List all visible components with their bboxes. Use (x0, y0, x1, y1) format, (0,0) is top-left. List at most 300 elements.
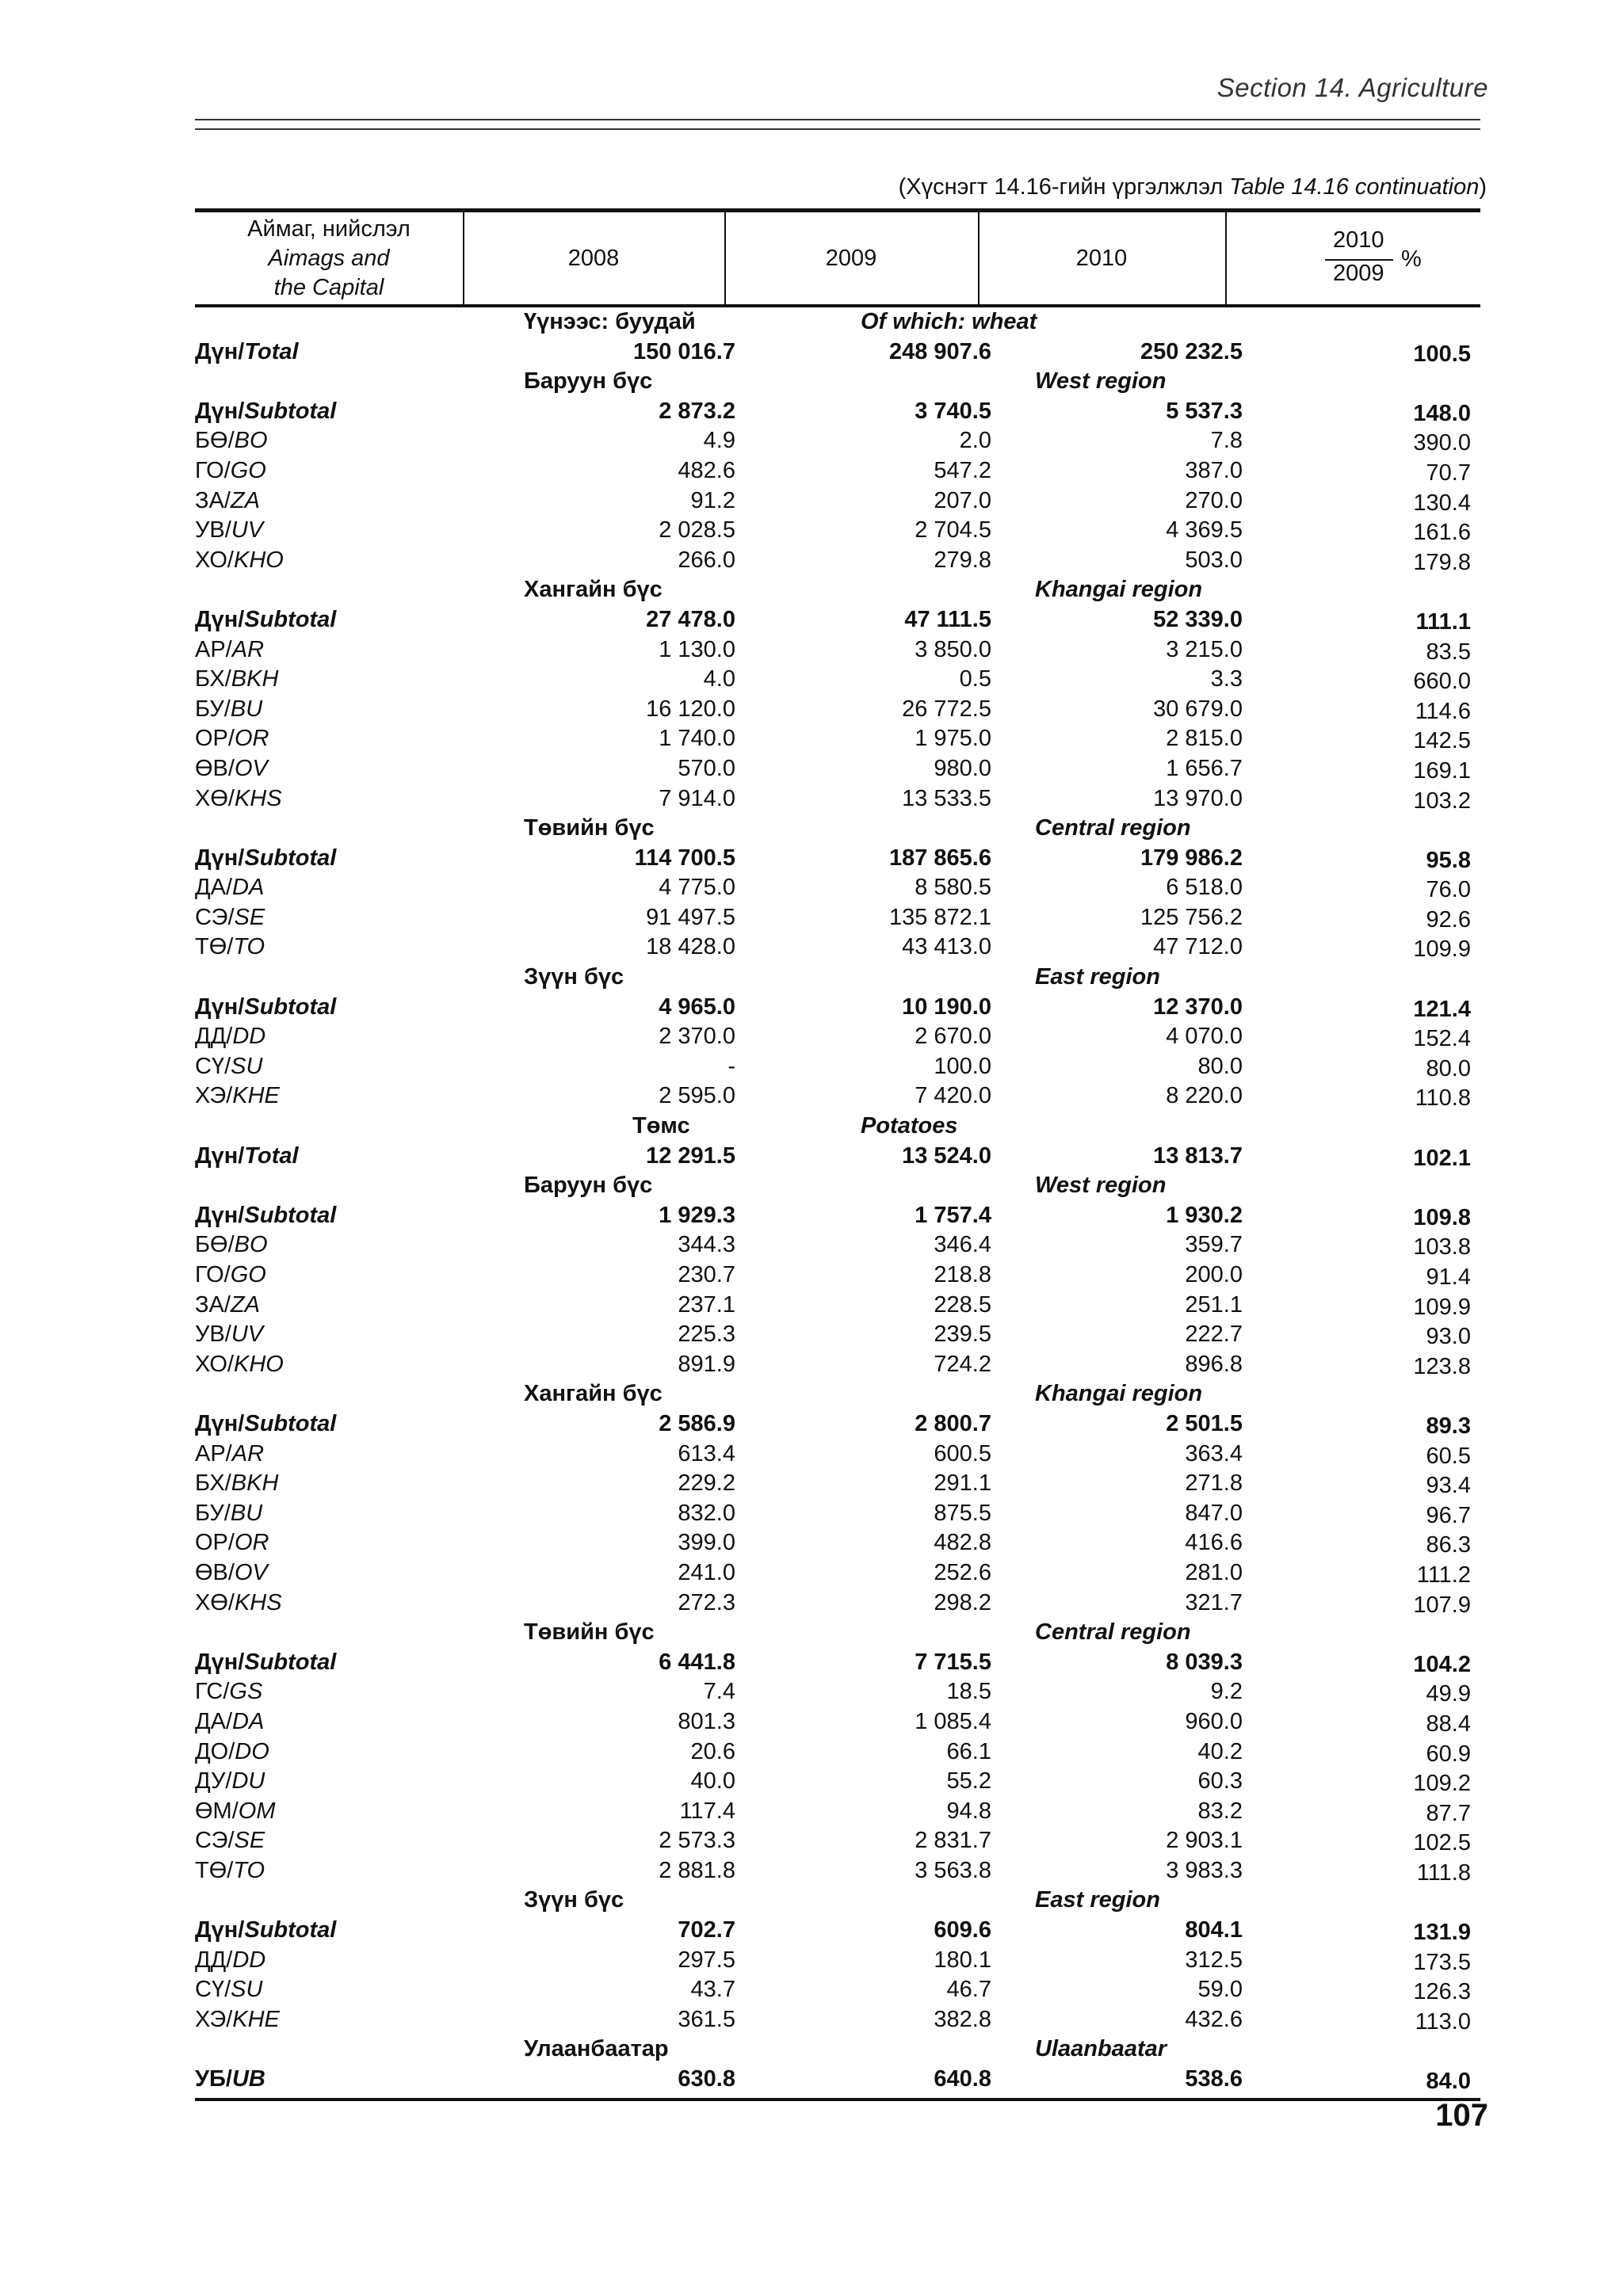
heading-english: Ulaanbaatar (1035, 2036, 1167, 2062)
value-2010: 416.6 (1185, 1530, 1243, 1556)
value-2008: 702.7 (678, 1917, 735, 1943)
row-label-mongolian: БӨ/ (195, 1232, 235, 1258)
value-2010: 271.8 (1185, 1470, 1243, 1497)
value-2010: 125 756.2 (1140, 904, 1243, 930)
value-2008: 2 881.8 (659, 1857, 735, 1883)
value-ratio: 70.7 (1426, 460, 1471, 486)
value-2010: 2 903.1 (1166, 1828, 1243, 1854)
row-label-mongolian: ТӨ/ (195, 934, 234, 960)
value-ratio: 390.0 (1413, 430, 1471, 456)
value-2009: 10 190.0 (902, 994, 991, 1020)
region-heading (195, 963, 1480, 993)
row-label (195, 1916, 336, 1946)
value-2010: 7.8 (1210, 428, 1243, 454)
region-heading (195, 367, 1480, 397)
value-ratio: 113.0 (1415, 2008, 1471, 2035)
row-label-mongolian: ГС/ (195, 1679, 230, 1705)
value-2009: 55.2 (946, 1768, 991, 1794)
row-label (195, 784, 282, 814)
row-label-mongolian: БУ/ (195, 1500, 231, 1526)
region-heading (195, 1886, 1480, 1916)
value-2008: 891.9 (678, 1351, 735, 1377)
value-2008: 12 291.5 (646, 1142, 735, 1169)
row-label-mongolian: ЗА/ (195, 1291, 231, 1318)
value-ratio: 83.5 (1426, 639, 1471, 665)
value-2010: 80.0 (1197, 1053, 1243, 1079)
table-continuation-note: (Хүснэгт 14.16-гийн үргэлжлэл Table 14.16 continuation) (898, 174, 1487, 200)
table-body (195, 307, 1480, 2095)
value-2008: 4.0 (703, 666, 735, 692)
value-2009: 640.8 (934, 2066, 991, 2092)
value-2008: 114 700.5 (634, 845, 735, 871)
value-2010: 9.2 (1210, 1679, 1243, 1705)
value-2009: 3 740.5 (915, 398, 991, 424)
total-row (195, 993, 1480, 1023)
table-row (195, 635, 1480, 666)
value-ratio: 49.9 (1426, 1681, 1471, 1707)
value-2009: 346.4 (934, 1232, 991, 1258)
value-2009: 66.1 (946, 1738, 991, 1764)
value-2009: 228.5 (934, 1291, 991, 1318)
value-2008: 2 586.9 (659, 1410, 735, 1436)
value-2008: 344.3 (678, 1232, 735, 1258)
value-2008: 399.0 (678, 1530, 735, 1556)
table-row (195, 1081, 1480, 1112)
row-label-mongolian: ОР/ (195, 726, 235, 752)
value-2008: 7 914.0 (659, 785, 735, 811)
row-label-english: TO (233, 934, 265, 960)
value-ratio: 91.4 (1426, 1264, 1471, 1290)
value-ratio: 60.9 (1426, 1741, 1471, 1767)
value-ratio: 109.2 (1413, 1771, 1471, 1797)
row-label (195, 1469, 278, 1499)
row-label (195, 754, 268, 784)
row-label-english: DA (232, 1708, 265, 1734)
row-label-mongolian: ОР/ (195, 1530, 235, 1556)
row-label-english: GO (230, 1262, 266, 1287)
value-ratio: 152.4 (1413, 1026, 1471, 1052)
row-label-english: Total (244, 338, 299, 364)
table-row (195, 724, 1480, 754)
value-2010: 3.3 (1210, 666, 1243, 692)
row-label-mongolian: ӨВ/ (195, 755, 235, 781)
row-label (195, 1052, 262, 1082)
region-heading (195, 1379, 1480, 1409)
value-ratio: 111.1 (1415, 608, 1471, 635)
value-2008: 91 497.5 (646, 904, 735, 930)
value-2010: 222.7 (1185, 1322, 1243, 1348)
row-label-mongolian: УБ/ (195, 2066, 232, 2092)
value-2010: 896.8 (1185, 1351, 1243, 1377)
value-2009: 7 420.0 (915, 1083, 991, 1109)
value-ratio: 84.0 (1426, 2069, 1471, 2095)
value-ratio: 93.0 (1426, 1324, 1471, 1350)
value-2010: 270.0 (1185, 487, 1243, 513)
heading-english: Potatoes (861, 1113, 958, 1139)
row-label-english: Subtotal (244, 606, 337, 632)
value-ratio: 80.0 (1426, 1055, 1471, 1081)
region-heading (195, 575, 1480, 605)
value-ratio: 131.9 (1413, 1920, 1471, 1946)
value-2010: 40.2 (1197, 1738, 1243, 1764)
row-label-english: BKH (231, 666, 279, 692)
value-2008: 1 740.0 (659, 726, 735, 752)
total-row (195, 1648, 1480, 1678)
value-2010: 1 656.7 (1166, 755, 1243, 781)
row-label-mongolian: ХЭ/ (195, 1083, 233, 1109)
row-label-mongolian: БХ/ (195, 666, 231, 692)
value-2008: 4.9 (703, 428, 735, 454)
total-row (195, 1201, 1480, 1231)
heading-mongolian: Зүүн бүс (524, 964, 624, 990)
table-row (195, 1737, 1480, 1768)
table-row (195, 873, 1480, 903)
row-label-english: BU (230, 1500, 263, 1526)
row-label (195, 873, 264, 903)
row-label-mongolian: Дүн/ (195, 1142, 245, 1169)
value-2008: 2 573.3 (659, 1828, 735, 1854)
value-2009: 13 524.0 (902, 1142, 991, 1169)
row-label-english: DD (232, 1947, 266, 1973)
value-2010: 847.0 (1185, 1500, 1243, 1526)
row-label (195, 665, 278, 695)
value-2008: 229.2 (678, 1470, 735, 1497)
value-2010: 8 039.3 (1166, 1649, 1243, 1675)
row-label-english: KHO (234, 1351, 284, 1377)
value-2008: 4 965.0 (659, 994, 735, 1020)
value-2010: 59.0 (1197, 1977, 1243, 2003)
row-label-mongolian: ДО/ (195, 1738, 235, 1764)
row-label-english: KHS (234, 785, 282, 811)
row-label-english: GS (229, 1679, 263, 1705)
table-row (195, 1826, 1480, 1856)
row-label-english: Subtotal (244, 398, 337, 424)
value-2008: 1 929.3 (659, 1202, 735, 1228)
row-label-mongolian: БХ/ (195, 1470, 231, 1497)
value-2008: 150 016.7 (632, 338, 735, 364)
heading-mongolian: Зүүн бүс (524, 1887, 624, 1913)
section-title: Section 14. Agriculture (1216, 73, 1488, 102)
table-row (195, 933, 1480, 963)
value-2008: 2 370.0 (659, 1024, 735, 1050)
value-2010: 281.0 (1185, 1559, 1243, 1585)
table-row (195, 1767, 1480, 1797)
value-2010: 387.0 (1185, 457, 1243, 483)
column-header-2009: 2009 (825, 245, 877, 271)
row-label-mongolian: ЗА/ (195, 487, 231, 513)
value-2008: 482.6 (678, 457, 735, 483)
heading-english: East region (1035, 964, 1160, 990)
value-2008: 230.7 (678, 1262, 735, 1287)
row-label (195, 1201, 336, 1231)
row-label-english: SU (231, 1053, 263, 1079)
heading-mongolian: Баруун бүс (524, 1173, 653, 1199)
row-label-mongolian: ДА/ (195, 875, 233, 901)
value-2009: 8 580.5 (915, 875, 991, 901)
row-label-mongolian: Дүн/ (195, 1649, 245, 1675)
total-row (195, 1142, 1480, 1172)
row-label-english: UV (231, 1322, 264, 1348)
table-row (195, 1499, 1480, 1529)
table-row (195, 1528, 1480, 1558)
value-ratio: 88.4 (1426, 1711, 1471, 1737)
value-2010: 200.0 (1185, 1262, 1243, 1287)
row-label (195, 426, 268, 456)
value-2008: 7.4 (703, 1679, 735, 1705)
row-label-mongolian: ДУ/ (195, 1768, 232, 1794)
value-ratio: 92.6 (1426, 906, 1471, 933)
value-2008: 18 428.0 (646, 934, 735, 960)
value-ratio: 86.3 (1426, 1532, 1471, 1558)
value-2009: 609.6 (934, 1917, 991, 1943)
value-2010: 960.0 (1185, 1708, 1243, 1734)
value-2008: 117.4 (679, 1798, 735, 1824)
value-2009: 239.5 (934, 1322, 991, 1348)
heading-mongolian: Баруун бүс (524, 368, 653, 395)
region-heading (195, 2035, 1480, 2065)
value-2008: 613.4 (678, 1440, 735, 1466)
value-ratio: 148.0 (1413, 400, 1471, 426)
row-label (195, 1558, 268, 1589)
row-label-mongolian: ДА/ (195, 1708, 233, 1734)
row-label-english: SU (231, 1977, 263, 2003)
value-2008: 237.1 (678, 1291, 735, 1318)
table-row (195, 1022, 1480, 1052)
row-label-mongolian: ХО/ (195, 1351, 234, 1377)
value-ratio: 60.5 (1426, 1443, 1471, 1469)
category-heading (195, 1112, 1480, 1142)
value-2010: 12 370.0 (1153, 994, 1243, 1020)
value-2009: 2.0 (959, 428, 991, 454)
value-2008: 630.8 (678, 2066, 735, 2092)
row-label-english: OR (234, 726, 269, 752)
row-label (195, 1291, 260, 1321)
total-row (195, 338, 1480, 368)
row-label-mongolian: ТӨ/ (195, 1857, 234, 1883)
column-header-region: Аймаг, нийслэл Aimags and the Capital (247, 215, 411, 300)
table-row (195, 784, 1480, 814)
table-row (195, 754, 1480, 784)
row-label-mongolian: ГО/ (195, 1262, 231, 1287)
value-2010: 5 537.3 (1166, 398, 1243, 424)
total-row (195, 1916, 1480, 1946)
row-label (195, 1499, 262, 1529)
value-2009: 600.5 (934, 1440, 991, 1466)
heading-english: Khangai region (1035, 577, 1203, 603)
row-label-english: Subtotal (244, 1202, 337, 1228)
header-rule (195, 119, 1480, 120)
table-row (195, 1230, 1480, 1261)
value-ratio: 102.5 (1413, 1830, 1471, 1856)
value-2008: 16 120.0 (646, 696, 735, 722)
row-label-english: DD (232, 1024, 266, 1050)
table-row (195, 1589, 1480, 1619)
row-label (195, 1767, 265, 1797)
value-ratio: 102.1 (1413, 1145, 1471, 1171)
row-label-english: BKH (231, 1470, 279, 1497)
row-label-english: GO (230, 457, 266, 483)
heading-mongolian: Хангайн бүс (524, 577, 663, 603)
row-label (195, 456, 266, 486)
row-label-english: OR (234, 1530, 269, 1556)
row-label-mongolian: СЭ/ (195, 1828, 235, 1854)
row-label-english: DA (232, 875, 265, 901)
value-2010: 8 220.0 (1166, 1083, 1243, 1109)
value-2010: 47 712.0 (1153, 934, 1243, 960)
value-2009: 2 800.7 (915, 1410, 991, 1436)
value-2009: 382.8 (934, 2006, 991, 2032)
row-label (195, 933, 265, 963)
row-label (195, 1409, 336, 1440)
value-2010: 359.7 (1185, 1232, 1243, 1258)
value-2010: 3 215.0 (1166, 636, 1243, 662)
ratio-numerator: 2010 (1333, 227, 1384, 253)
row-label-mongolian: УВ/ (195, 517, 231, 543)
value-ratio: 121.4 (1413, 996, 1471, 1022)
value-2010: 83.2 (1197, 1798, 1243, 1824)
value-2008: 27 478.0 (646, 606, 735, 632)
value-2010: 432.6 (1185, 2006, 1243, 2032)
value-2010: 538.6 (1185, 2066, 1243, 2092)
value-2008: 832.0 (678, 1500, 735, 1526)
row-label (195, 1589, 282, 1619)
row-label-mongolian: Дүн/ (195, 1202, 245, 1228)
column-header-2010: 2010 (1075, 245, 1128, 271)
value-2009: 2 670.0 (915, 1024, 991, 1050)
row-label-mongolian: СЭ/ (195, 904, 235, 930)
row-label-english: OV (234, 1559, 268, 1585)
value-2010: 2 501.5 (1166, 1410, 1243, 1436)
value-ratio: 169.1 (1413, 757, 1471, 784)
total-row (195, 397, 1480, 427)
value-2010: 52 339.0 (1153, 606, 1243, 632)
table-row (195, 546, 1480, 576)
value-ratio: 130.4 (1413, 490, 1471, 516)
value-2010: 1 930.2 (1166, 1202, 1243, 1228)
row-label (195, 635, 264, 666)
table-row (195, 695, 1480, 725)
value-2009: 187 865.6 (888, 845, 991, 871)
value-2009: 547.2 (934, 457, 991, 483)
value-2010: 4 369.5 (1166, 517, 1243, 543)
value-2008: 266.0 (678, 547, 735, 573)
value-2008: 570.0 (678, 755, 735, 781)
value-2009: 26 772.5 (902, 696, 991, 722)
value-2010: 6 518.0 (1166, 875, 1243, 901)
value-ratio: 76.0 (1426, 877, 1471, 903)
row-label (195, 1946, 265, 1976)
row-label-english: AR (231, 636, 265, 662)
value-2008: 91.2 (690, 487, 735, 513)
value-2008: 6 441.8 (659, 1649, 735, 1675)
row-label-english: KHE (232, 2006, 280, 2032)
value-2008: 2 873.2 (659, 398, 735, 424)
row-label-english: DU (231, 1768, 265, 1794)
row-label-english: AR (231, 1440, 265, 1466)
table-row (195, 1797, 1480, 1827)
value-2009: 47 111.5 (904, 606, 991, 632)
region-heading (195, 1618, 1480, 1648)
row-label (195, 1528, 269, 1558)
row-label-mongolian: ХО/ (195, 547, 234, 573)
row-label-english: Total (244, 1142, 299, 1169)
row-label (195, 1797, 276, 1827)
value-ratio: 123.8 (1413, 1353, 1471, 1379)
row-label-english: ZA (230, 1291, 260, 1318)
row-label-english: BO (234, 1232, 268, 1258)
category-heading (195, 307, 1480, 338)
total-row (195, 2065, 1480, 2095)
value-2009: 482.8 (934, 1530, 991, 1556)
header-rule (195, 128, 1480, 130)
row-label-mongolian: СҮ/ (195, 1053, 231, 1079)
value-ratio: 110.8 (1415, 1085, 1471, 1112)
value-2009: 94.8 (946, 1798, 991, 1824)
table-row (195, 1975, 1480, 2005)
value-2009: 100.0 (934, 1053, 991, 1079)
value-ratio: 142.5 (1413, 728, 1471, 754)
row-label-mongolian: Дүн/ (195, 398, 245, 424)
value-2009: 207.0 (934, 487, 991, 513)
value-ratio: 89.3 (1426, 1413, 1471, 1439)
table-row (195, 1320, 1480, 1350)
value-ratio: 109.9 (1413, 1294, 1471, 1320)
heading-english: East region (1035, 1887, 1160, 1913)
row-label (195, 903, 265, 933)
value-2009: 2 831.7 (915, 1828, 991, 1854)
value-ratio: 100.5 (1413, 341, 1471, 367)
ratio-denominator: 2009 (1333, 261, 1384, 286)
value-ratio: 111.2 (1416, 1562, 1471, 1588)
row-label-english: SE (234, 1828, 265, 1854)
table-row (195, 1707, 1480, 1737)
row-label-english: TO (233, 1857, 265, 1883)
row-label-mongolian: УВ/ (195, 1322, 231, 1348)
row-label-english: OV (234, 755, 268, 781)
value-2009: 180.1 (934, 1947, 991, 1973)
row-label (195, 486, 260, 517)
value-2010: 179 986.2 (1140, 845, 1243, 871)
value-2009: 46.7 (946, 1977, 991, 2003)
row-label (195, 1648, 336, 1678)
row-label-mongolian: СҮ/ (195, 1977, 231, 2003)
value-ratio: 179.8 (1413, 549, 1471, 575)
page-number: 107 (1435, 2098, 1488, 2133)
value-2010: 13 970.0 (1153, 785, 1243, 811)
row-label-mongolian: АР/ (195, 1440, 232, 1466)
row-label (195, 605, 336, 635)
row-label-english: Subtotal (244, 1649, 337, 1675)
row-label (195, 1975, 262, 2005)
total-row (195, 844, 1480, 874)
table-row (195, 1946, 1480, 1976)
value-ratio: 104.2 (1413, 1651, 1471, 1677)
value-2008: 20.6 (690, 1738, 735, 1764)
value-2008: 1 130.0 (659, 636, 735, 662)
value-ratio: 173.5 (1413, 1949, 1471, 1975)
data-table (195, 208, 1480, 2095)
table-row (195, 1261, 1480, 1291)
row-label (195, 1856, 265, 1886)
value-2009: 298.2 (934, 1589, 991, 1615)
row-label (195, 1022, 265, 1052)
row-label-mongolian: БӨ/ (195, 428, 235, 454)
row-label (195, 516, 263, 546)
region-heading (195, 814, 1480, 844)
table-row (195, 516, 1480, 546)
table-row (195, 2005, 1480, 2035)
heading-mongolian: Улаанбаатар (524, 2036, 669, 2062)
